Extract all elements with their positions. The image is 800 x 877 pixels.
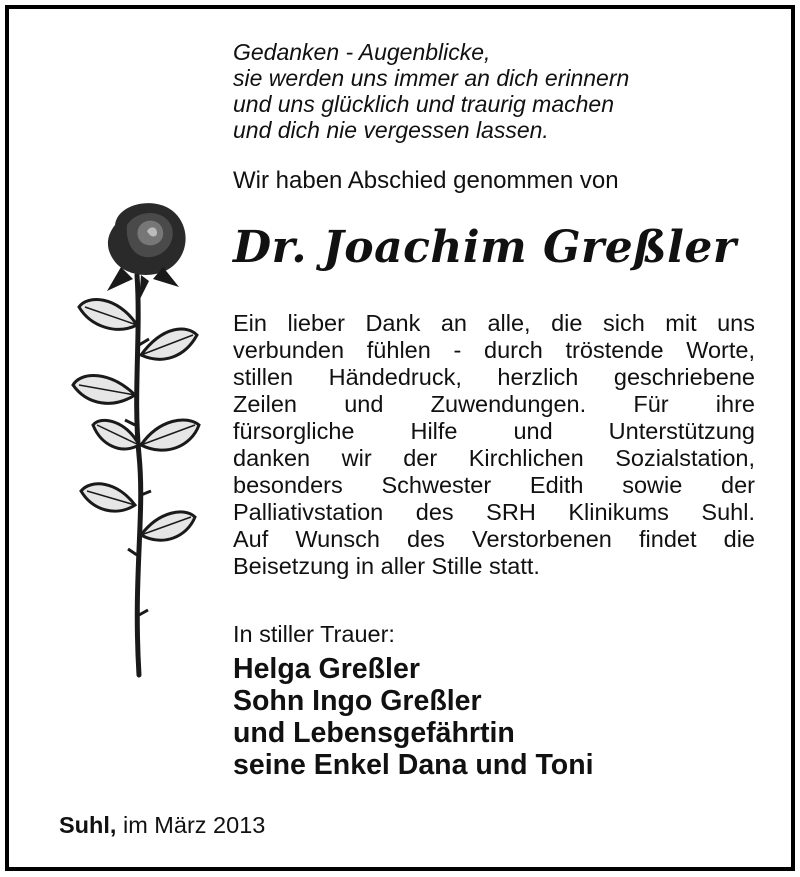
mourning-label: In stiller Trauer: (233, 621, 395, 647)
place: Suhl, (59, 812, 117, 838)
family-member: seine Enkel Dana und Toni (233, 749, 594, 781)
paragraph-line: verbunden fühlen - durch tröstende Worte, (233, 337, 755, 363)
paragraph-line: Auf Wunsch des Verstorbenen findet die (233, 526, 755, 552)
poem (233, 39, 629, 143)
paragraph-line: Ein lieber Dank an alle, die sich mit uns (233, 310, 755, 336)
paragraph-line: Zeilen und Zuwendungen. Für ihre (233, 391, 755, 417)
poem-line: und uns glücklich und traurig machen (233, 91, 615, 117)
paragraph-line: stillen Händedruck, herzlich geschriebene (233, 364, 755, 390)
family-member: Sohn Ingo Greßler (233, 685, 482, 717)
obituary-frame (5, 5, 795, 871)
paragraph-line: Beisetzung in aller Stille statt. (233, 553, 540, 579)
family-member: und Lebensgefährtin (233, 717, 515, 749)
thanks-paragraph (233, 310, 755, 580)
family-member: Helga Greßler (233, 653, 420, 685)
paragraph-line: besonders Schwester Edith sowie der (233, 472, 755, 498)
poem-line: und dich nie vergessen lassen. (233, 117, 549, 143)
deceased-name: Dr. Joachim Greßler (233, 222, 737, 273)
poem-line: sie werden uns immer an dich erinnern (233, 65, 630, 91)
poem-line: Gedanken - Augenblicke, (233, 39, 491, 65)
paragraph-line: fürsorgliche Hilfe und Unterstützung (233, 418, 755, 444)
date: im März 2013 (122, 812, 266, 838)
intro-text: Wir haben Abschied genommen von (233, 167, 619, 194)
paragraph-line: danken wir der Kirchlichen Sozialstation, (233, 445, 755, 471)
paragraph-line: Palliativstation des SRH Klinikums Suhl. (233, 499, 755, 525)
place-date (59, 811, 265, 839)
family-list (233, 653, 594, 781)
rose-icon (67, 195, 217, 685)
